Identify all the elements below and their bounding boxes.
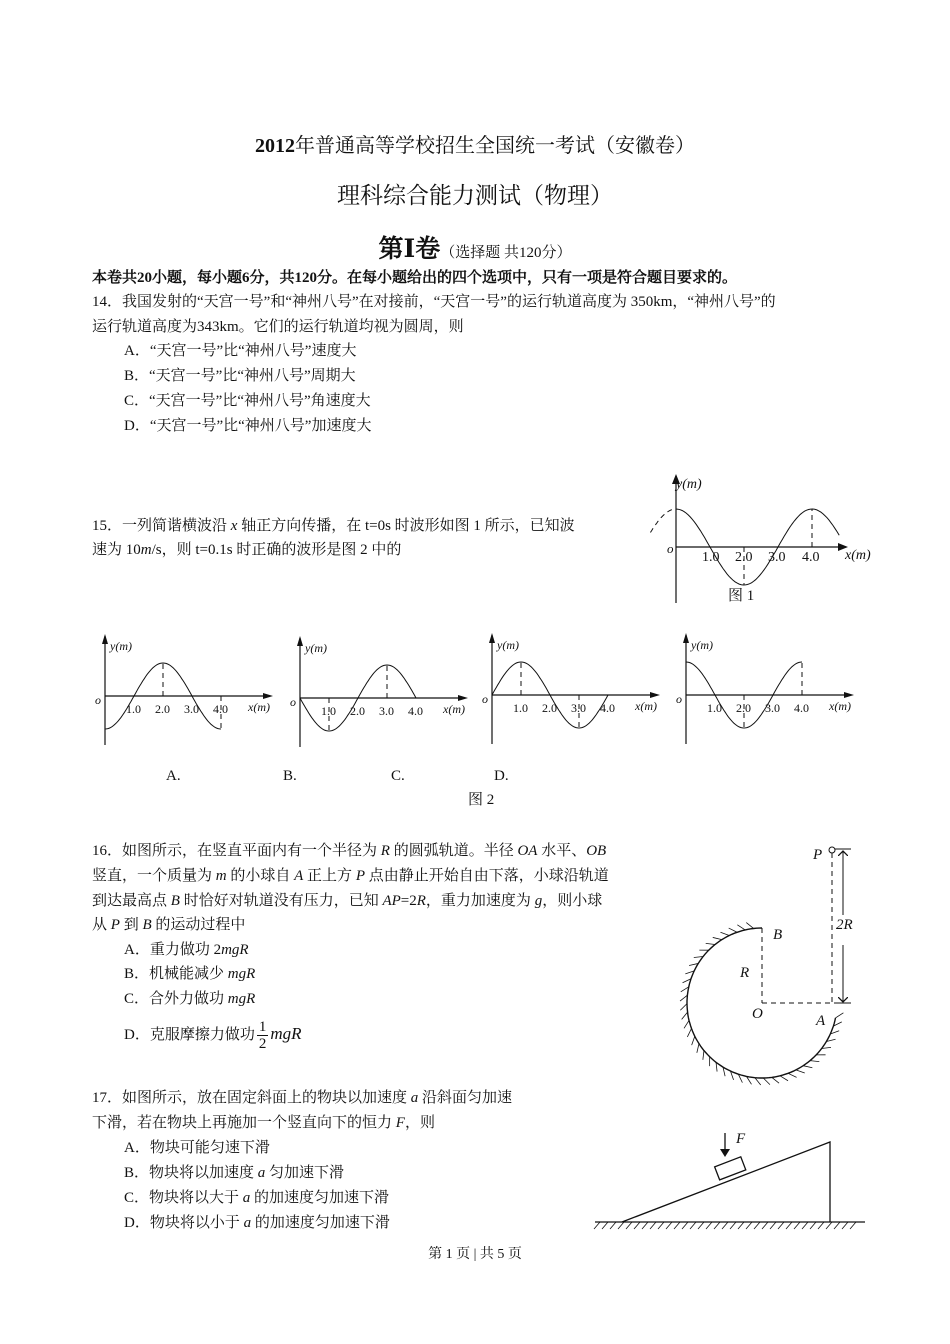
hatch-mark — [687, 1029, 691, 1037]
label-b: B — [773, 927, 783, 943]
text-segment: 16．如图所示，在竖直平面内有一个半径为 — [92, 843, 381, 859]
tick-label: 1.0 — [513, 701, 528, 715]
text-segment: C．物块将以大于 — [124, 1190, 243, 1206]
q16-line-1 — [92, 841, 606, 861]
x-axis-label: x(m) — [443, 702, 465, 716]
hatch-mark — [658, 1222, 664, 1229]
exam-title — [0, 129, 950, 158]
text-segment: 的加速度匀加速下滑 — [251, 1215, 390, 1231]
hatch-mark — [755, 1078, 761, 1085]
hatch-mark — [618, 1222, 624, 1229]
fraction-numerator: 1 — [258, 1019, 267, 1036]
hatch-mark — [703, 1050, 704, 1059]
q17-option-d — [124, 1213, 390, 1233]
hatch-mark — [720, 932, 729, 935]
fig1-tick-2: 2.0 — [735, 550, 753, 565]
label-p: P — [813, 847, 823, 863]
text-segment: 的运动过程中 — [151, 917, 246, 933]
label-r: R — [740, 965, 750, 981]
hatch-mark — [737, 925, 745, 930]
q16-line-4 — [92, 915, 245, 935]
text-segment: 竖直，一个质量为 — [92, 868, 216, 884]
figure-1-wave — [640, 470, 880, 610]
hatch-mark — [650, 1222, 656, 1229]
text-segment: 水平、 — [537, 843, 587, 859]
hatch-mark — [642, 1222, 648, 1229]
hatch-mark — [674, 1222, 680, 1229]
circular-track — [687, 928, 836, 1078]
math-symbol: AP — [382, 893, 401, 909]
hatch-mark — [834, 1222, 840, 1229]
label-o: O — [752, 1006, 763, 1022]
hatch-mark — [810, 1061, 819, 1062]
text-segment: 15．一列简谐横波沿 — [92, 518, 231, 534]
q16-option-b — [124, 964, 255, 984]
origin-label: o — [482, 692, 488, 706]
tick-label: 4.0 — [408, 704, 423, 718]
q16-option-a — [124, 940, 249, 960]
hatch-mark — [729, 928, 737, 932]
x-axis-label: x(m) — [248, 700, 270, 714]
hatch-mark — [788, 1073, 796, 1077]
text-segment: 匀加速下滑 — [265, 1165, 345, 1181]
text-segment: 正上方 — [303, 868, 356, 884]
section-note: （选择题 共120分） — [440, 245, 572, 261]
text-segment: A．重力做功 2 — [124, 942, 222, 958]
hatch-mark — [778, 1222, 784, 1229]
fig1-origin: o — [667, 541, 674, 556]
math-symbol: x — [230, 518, 238, 534]
figure-2-graph-a — [93, 630, 283, 750]
q14-line-1 — [92, 292, 776, 312]
math-symbol: mgR — [227, 991, 256, 1007]
q17-incline-figure — [590, 1125, 870, 1235]
hatch-mark — [762, 1222, 768, 1229]
hatch-mark — [684, 1020, 689, 1028]
q15-line-1 — [92, 516, 575, 536]
math-symbol: F — [395, 1115, 405, 1131]
text-segment: 的小球自 — [226, 868, 295, 884]
title-text: 年普通高等学校招生全国统一考试（安徽卷） — [295, 135, 695, 157]
q16-line-3 — [92, 891, 602, 911]
hatch-mark — [803, 1066, 812, 1068]
point-p — [829, 847, 835, 853]
hatch-mark — [713, 937, 722, 939]
math-symbol: m — [215, 868, 227, 884]
y-axis-label: y(m) — [110, 639, 132, 653]
section-main: 第Ⅰ卷 — [378, 236, 441, 263]
hatch-mark — [680, 995, 687, 1001]
tick-label: 2.0 — [155, 702, 170, 716]
text-segment: 14．我国发射的“天宫一号”和“神州八号”在对接前，“天宫一号”的运行轨道高度为 350km，“神州八号”的 — [92, 294, 776, 310]
hatch-mark — [697, 1044, 699, 1053]
tick-label: 1.0 — [126, 702, 141, 716]
q17-option-c — [124, 1188, 389, 1208]
title-year: 2012 — [255, 135, 295, 157]
tick-label: 4.0 — [213, 702, 228, 716]
hatch-mark — [786, 1222, 792, 1229]
q14-line-2 — [92, 317, 464, 337]
hatch-mark — [730, 1222, 736, 1229]
math-symbol: B — [170, 893, 180, 909]
q17-option-b — [124, 1163, 344, 1183]
text-segment: 下滑，若在物块上再施加一个竖直向下的恒力 — [92, 1115, 396, 1131]
hatch-mark — [754, 1222, 760, 1229]
hatch-mark — [666, 1222, 672, 1229]
q17-line-2 — [92, 1113, 435, 1133]
hatch-mark — [706, 943, 715, 944]
hatch-mark — [706, 1222, 712, 1229]
label-2r: 2R — [836, 917, 853, 933]
y-axis-label: y(m) — [497, 638, 519, 652]
hatch-mark — [770, 1222, 776, 1229]
math-symbol: a — [257, 1165, 266, 1181]
math-symbol: g — [534, 893, 543, 909]
q16-line-2 — [92, 866, 609, 886]
hatch-mark — [836, 1013, 844, 1018]
text-segment: C．合外力做功 — [124, 991, 228, 1007]
q15-line-2 — [92, 540, 401, 560]
hatch-mark — [626, 1222, 632, 1229]
q16-option-d-suffix: mgR — [270, 1024, 302, 1043]
tick-label: 3.0 — [571, 701, 586, 715]
math-symbol: a — [242, 1190, 251, 1206]
tick-label: 3.0 — [765, 701, 780, 715]
hatch-mark — [780, 1076, 788, 1081]
origin-label: o — [290, 695, 296, 709]
hatch-mark — [818, 1222, 824, 1229]
origin-label: o — [676, 692, 682, 706]
label-f: F — [736, 1131, 746, 1147]
fig1-tick-4: 4.0 — [802, 550, 820, 565]
tick-label: 2.0 — [542, 701, 557, 715]
text-segment: ，重力加速度为 — [425, 893, 535, 909]
text-segment: 沿斜面匀加速 — [418, 1090, 513, 1106]
q14-option-a: A．“天宫一号”比“神州八号”速度大 — [124, 343, 357, 359]
fig1-tick-1: 1.0 — [702, 550, 720, 565]
math-symbol: mgR — [227, 966, 256, 982]
math-symbol: OA — [517, 843, 538, 859]
hatch-mark — [842, 1222, 848, 1229]
instructions: 本卷共20小题，每小题6分，共120分。在每小题给出的四个选项中，只有一项是符合题目要求的。 — [92, 270, 738, 286]
hatch-mark — [722, 1222, 728, 1229]
hatch-mark — [714, 1222, 720, 1229]
origin-label: o — [95, 693, 101, 707]
text-segment: /s，则 t=0.1s 时正确的波形是图 2 中的 — [151, 542, 402, 558]
hatch-mark — [796, 1070, 805, 1073]
q16-option-c — [124, 989, 255, 1009]
hatch-mark — [698, 1222, 704, 1229]
text-segment: B．物块将以加速度 — [124, 1165, 258, 1181]
math-symbol: a — [243, 1215, 252, 1231]
page-footer: 第 1 页 | 共 5 页 — [428, 1247, 522, 1262]
q16-option-d-prefix: D．克服摩擦力做功 — [124, 1027, 255, 1043]
hatch-mark — [634, 1222, 640, 1229]
text-segment: 的加速度匀加速下滑 — [250, 1190, 390, 1206]
fig2-caption: 图 2 — [468, 792, 495, 808]
text-segment: 点由静止开始自由下落，小球沿轨道 — [364, 868, 609, 884]
q17-line-1 — [92, 1088, 512, 1108]
fig1-x-label: x(m) — [845, 548, 871, 563]
fig2-label-b: B. — [283, 768, 297, 784]
hatch-mark — [682, 1222, 688, 1229]
tick-label: 4.0 — [600, 701, 615, 715]
hatch-mark — [772, 1077, 779, 1083]
fig1-y-label: y(m) — [676, 477, 702, 492]
hatch-mark — [594, 1222, 600, 1229]
x-axis-label: x(m) — [829, 699, 851, 713]
hatch-mark — [746, 1222, 752, 1229]
section-heading — [0, 229, 950, 265]
math-symbol: OB — [586, 843, 607, 859]
text-segment: 的圆弧轨道。半径 — [389, 843, 518, 859]
fig2-label-a: A. — [166, 768, 181, 784]
text-segment: 到达最高点 — [92, 893, 171, 909]
y-axis-label: y(m) — [691, 638, 713, 652]
figure-2-graph-c — [480, 629, 670, 749]
text-segment: 运行轨道高度为343km。它们的运行轨道均视为圆周，则 — [92, 319, 464, 335]
q14-option-c: C．“天宫一号”比“神州八号”角速度大 — [124, 393, 371, 409]
tick-label: 2.0 — [736, 701, 751, 715]
q14-option-b: B．“天宫一号”比“神州八号”周期大 — [124, 368, 356, 384]
math-symbol: R — [380, 843, 390, 859]
hatch-mark — [802, 1222, 808, 1229]
exam-subtitle: 理科综合能力测试（物理） — [337, 183, 613, 208]
text-segment: 时恰好对轨道没有压力，已知 — [179, 893, 383, 909]
hatch-mark — [794, 1222, 800, 1229]
math-symbol: P — [355, 868, 365, 884]
text-segment: ，则小球 — [542, 893, 603, 909]
hatch-mark — [602, 1222, 608, 1229]
tick-label: 3.0 — [379, 704, 394, 718]
math-symbol: a — [410, 1090, 419, 1106]
q16-circular-track-figure — [670, 835, 880, 1105]
tick-label: 3.0 — [184, 702, 199, 716]
hatch-mark — [690, 1222, 696, 1229]
text-segment: B．机械能减少 — [124, 966, 228, 982]
hatch-mark — [746, 923, 753, 929]
x-axis-label: x(m) — [635, 699, 657, 713]
hatch-mark — [810, 1222, 816, 1229]
math-symbol: mgR — [221, 942, 249, 958]
math-symbol: P — [110, 917, 120, 933]
text-segment: 17．如图所示，放在固定斜面上的物块以加速度 — [92, 1090, 411, 1106]
text-segment: 速为 10 — [92, 542, 141, 558]
text-segment: ，则 — [404, 1115, 435, 1131]
figure-2-graph-b — [288, 632, 478, 752]
tick-label: 4.0 — [794, 701, 809, 715]
hatch-mark — [680, 1004, 687, 1011]
text-segment: =2 — [400, 893, 417, 909]
fraction-one-half — [257, 1019, 269, 1052]
text-segment: A．物块可能匀速下滑 — [124, 1140, 270, 1156]
text-segment: D．物块将以小于 — [124, 1215, 244, 1231]
q14-option-d: D．“天宫一号”比“神州八号”加速度大 — [124, 418, 372, 434]
hatch-mark — [850, 1222, 856, 1229]
tick-label: 1.0 — [707, 701, 722, 715]
fig1-caption: 图 1 — [728, 588, 755, 604]
figure-2-graph-d — [674, 629, 864, 749]
text-segment: 轴正方向传播，在 t=0s 时波形如图 1 所示，已知波 — [237, 518, 575, 534]
wave-curve-extension — [651, 509, 677, 533]
fig2-label-c: C. — [391, 768, 405, 784]
text-segment: 到 — [119, 917, 143, 933]
hatch-mark — [738, 1222, 744, 1229]
q16-option-d — [124, 1016, 302, 1053]
hatch-mark — [682, 1012, 688, 1019]
fraction-denominator: 2 — [258, 1036, 267, 1053]
fig1-tick-3: 3.0 — [768, 550, 786, 565]
math-symbol: A — [294, 868, 304, 884]
hatch-mark — [826, 1222, 832, 1229]
hatch-mark — [763, 1078, 770, 1085]
y-axis-label: y(m) — [305, 641, 327, 655]
hatch-mark — [692, 1036, 695, 1045]
text-segment: 从 — [92, 917, 111, 933]
label-a: A — [816, 1013, 826, 1029]
fig2-label-d: D. — [494, 768, 509, 784]
tick-label: 1.0 — [321, 704, 336, 718]
math-symbol: B — [142, 917, 152, 933]
tick-label: 2.0 — [350, 704, 365, 718]
q17-option-a — [124, 1138, 270, 1158]
math-symbol: m — [140, 542, 152, 558]
math-symbol: R — [416, 893, 426, 909]
hatch-mark — [610, 1222, 616, 1229]
